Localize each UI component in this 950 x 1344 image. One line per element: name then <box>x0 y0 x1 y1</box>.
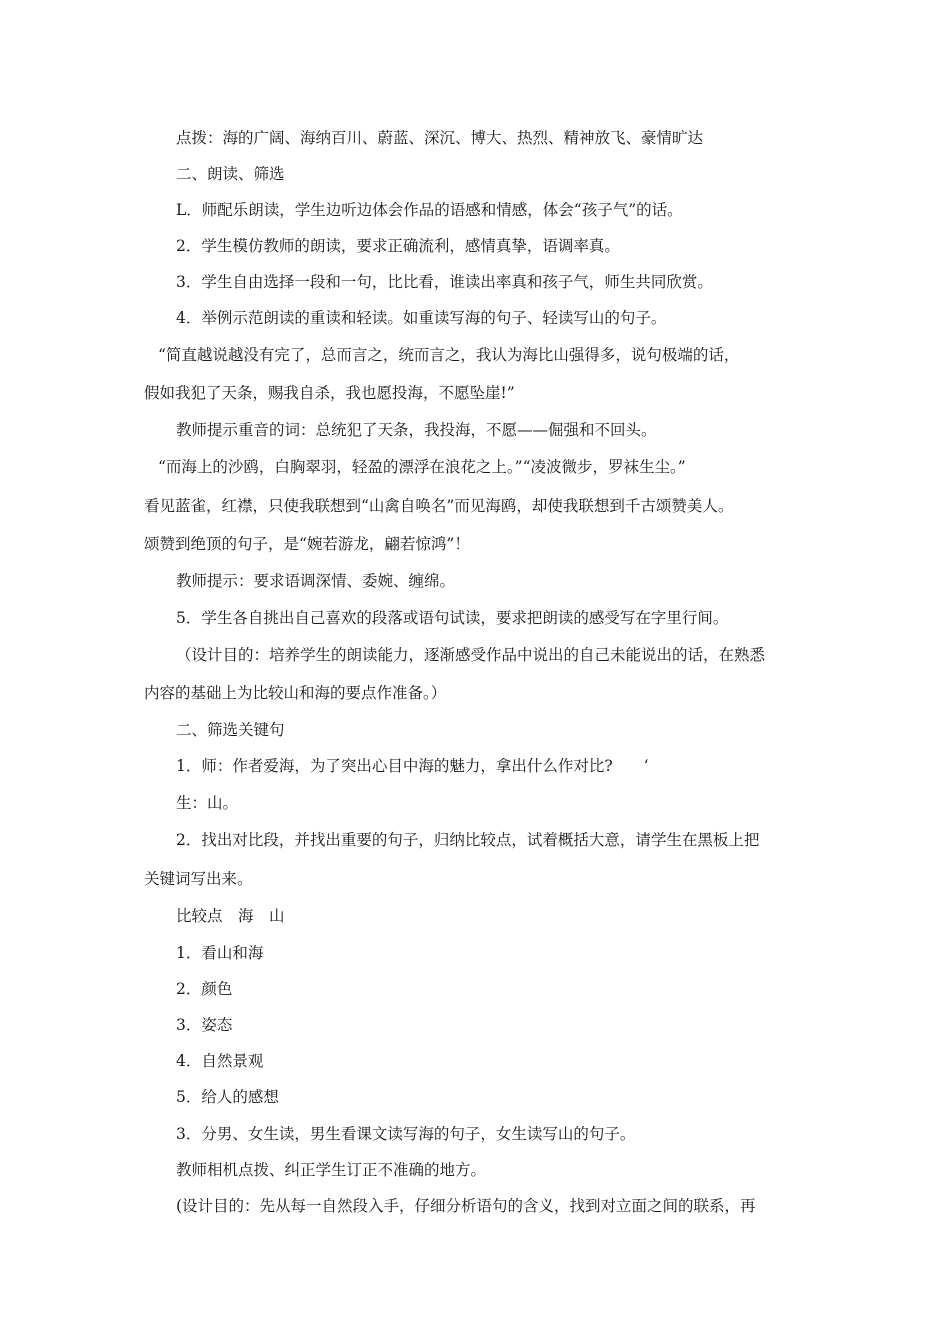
text-line: 点拨：海的广阔、海纳百川、蔚蓝、深沉、博大、热烈、精神放飞、豪情旷达 <box>176 129 704 147</box>
list-item: 2．颜色 <box>176 980 233 998</box>
list-item: 3．姿态 <box>176 1016 233 1034</box>
text-line: 颂赞到绝顶的句子，是“婉若游龙，翩若惊鸿”！ <box>144 535 470 553</box>
text-line: 教师提示重音的词：总统犯了天条，我投海，不愿——倔强和不回头。 <box>176 421 657 439</box>
text-line: 2．找出对比段，并找出重要的句子，归纳比较点，试着概括大意，请学生在黑板上把 <box>176 831 760 849</box>
text-line: 5．学生各自挑出自己喜欢的段落或语句试读，要求把朗读的感受写在字里行间。 <box>176 609 729 627</box>
text-line: 关键词写出来。 <box>144 870 253 888</box>
design-note-line: （设计目的：培养学生的朗读能力，逐渐感受作品中说出的自己未能说出的话，在熟悉 <box>176 646 766 664</box>
text-line: 3．分男、女生读，男生看课文读写海的句子，女生读写山的句子。 <box>176 1125 636 1143</box>
quote-line: 假如我犯了天条，赐我自杀，我也愿投海，不愿坠崖!” <box>144 384 515 402</box>
list-item: 5．给人的感想 <box>176 1088 279 1106</box>
design-note-line: 内容的基础上为比较山和海的要点作准备。） <box>144 684 447 702</box>
text-line: 3．学生自由选择一段和一句，比比看，谁读出率真和孩子气，师生共同欣赏。 <box>176 273 713 291</box>
text-line: 2．学生模仿教师的朗读，要求正确流利，感情真挚，语调率真。 <box>176 237 620 255</box>
text-line: 生：山。 <box>176 794 239 812</box>
comparison-header: 比较点 海 山 <box>176 907 285 925</box>
quote-line: “而海上的沙鸥，白胸翠羽，轻盈的漂浮在浪花之上。”“凌波微步，罗袜生尘。” <box>158 458 686 476</box>
section-heading: 二、筛选关键句 <box>176 721 285 739</box>
list-item: 1．看山和海 <box>176 944 264 962</box>
text-line: 教师相机点拨、纠正学生订正不准确的地方。 <box>176 1161 487 1179</box>
list-item: 4．自然景观 <box>176 1052 264 1070</box>
text-line: 看见蓝雀，红襟，只使我联想到“山禽自唤名”而见海鸥，却使我联想到千古颂赞美人。 <box>144 497 734 515</box>
design-note-line: (设计目的：先从每一自然段入手，仔细分析语句的含义，找到对立面之间的联系，再 <box>176 1197 756 1215</box>
text-line: L．师配乐朗读，学生边听边体会作品的语感和情感，体会“孩子气”的话。 <box>176 201 683 219</box>
text-line: 教师提示：要求语调深情、委婉、缠绵。 <box>176 572 456 590</box>
text-line: 4．举例示范朗读的重读和轻读。如重读写海的句子、轻读写山的句子。 <box>176 309 667 327</box>
text-line: 1．师：作者爱海，为了突出心目中海的魅力，拿出什么作对比? ‘ <box>176 757 649 775</box>
section-heading: 二、朗读、筛选 <box>176 165 285 183</box>
quote-line: “简直越说越没有完了，总而言之，统而言之，我认为海比山强得多，说句极端的话， <box>158 346 740 364</box>
